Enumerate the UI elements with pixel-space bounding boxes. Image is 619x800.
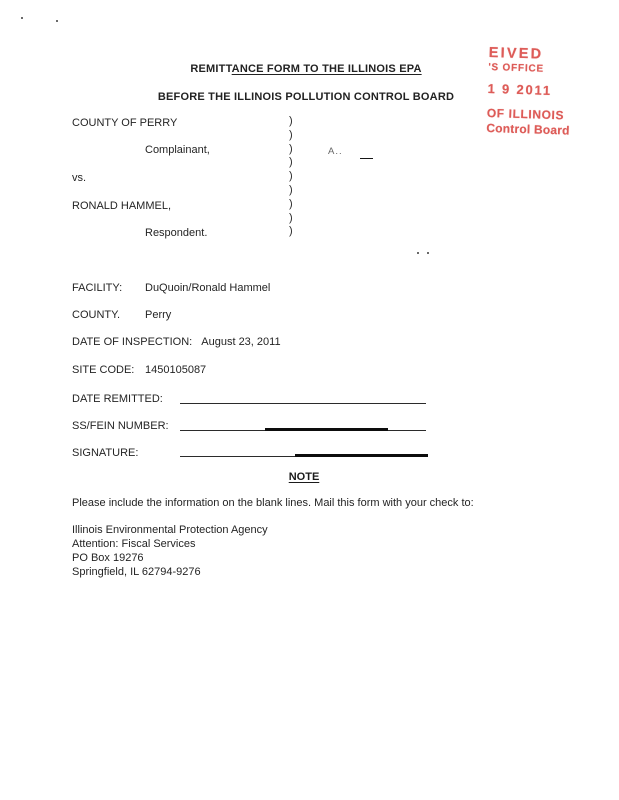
date-remitted-label: DATE REMITTED: [72,393,163,405]
caption-respondent-name: RONALD HAMMEL, [72,200,172,212]
stamp-illinois-fragment: OF ILLINOIS [486,105,565,123]
caption-respondent-label: Respondent. [145,227,208,239]
paren-mark: ) [289,170,293,183]
stamp-received-fragment: EIVED [488,45,544,63]
inspection-date-value: August 23, 2011 [201,336,281,348]
document-subtitle: BEFORE THE ILLINOIS POLLUTION CONTROL BOARD [157,91,455,103]
field-row-inspection-date [72,336,281,348]
facility-value: DuQuoin/Ronald Hammel [145,282,271,294]
caption-case-number-fragment: A.. [328,146,343,157]
stamp-date-fragment: 1 9 2011 [487,80,553,98]
paren-mark: ) [289,211,293,224]
note-instructions: Please include the information on the blank lines. Mail this form with your check to: [72,497,474,509]
caption-paren-column [289,115,293,239]
inspection-date-label: DATE OF INSPECTION: [72,336,193,348]
field-row-county [72,309,472,321]
paren-mark: ) [289,128,293,141]
ss-fein-label: SS/FEIN NUMBER: [72,420,169,432]
stamp-office-fragment: 'S OFFICE [488,61,545,75]
field-row-facility [72,282,472,294]
title-underlined-part: ANCE FORM TO THE ILLINOIS EPA [231,63,422,75]
address-line-agency: Illinois Environmental Protection Agency [72,524,268,536]
redaction-mark [265,428,388,431]
facility-label: FACILITY: [72,282,123,294]
caption-vs: vs. [72,172,87,184]
field-row-site-code [72,364,472,376]
document-title [0,63,612,75]
paren-mark: ) [289,156,293,169]
address-line-pobox: PO Box 19276 [72,552,144,564]
date-remitted-blank-line [180,403,426,404]
site-code-value: 1450105087 [145,364,207,376]
scan-speck [417,252,419,254]
address-line-attention: Attention: Fiscal Services [72,538,196,550]
caption-complainant-label: Complainant, [145,144,210,156]
address-line-city: Springfield, IL 62794-9276 [72,566,201,578]
scan-speck [21,17,23,19]
mailing-address-block [72,523,268,579]
county-value: Perry [145,309,172,321]
site-code-label: SITE CODE: [72,364,135,376]
scan-speck [427,252,429,254]
county-label: COUNTY. [72,309,121,321]
paren-mark: ) [289,225,293,238]
redaction-mark [295,454,428,457]
paren-mark: ) [289,142,293,155]
paren-mark: ) [289,197,293,210]
signature-label: SIGNATURE: [72,447,139,459]
caption-county-line: COUNTY OF PERRY [72,117,178,129]
paren-mark: ) [289,183,293,196]
scan-speck [56,20,58,22]
paren-mark: ) [289,115,293,127]
title-prefix: REMITT [190,63,232,75]
note-heading: NOTE [288,471,320,483]
stamp-control-board-fragment: Control Board [486,120,570,138]
caption-case-number-blank [360,150,373,159]
